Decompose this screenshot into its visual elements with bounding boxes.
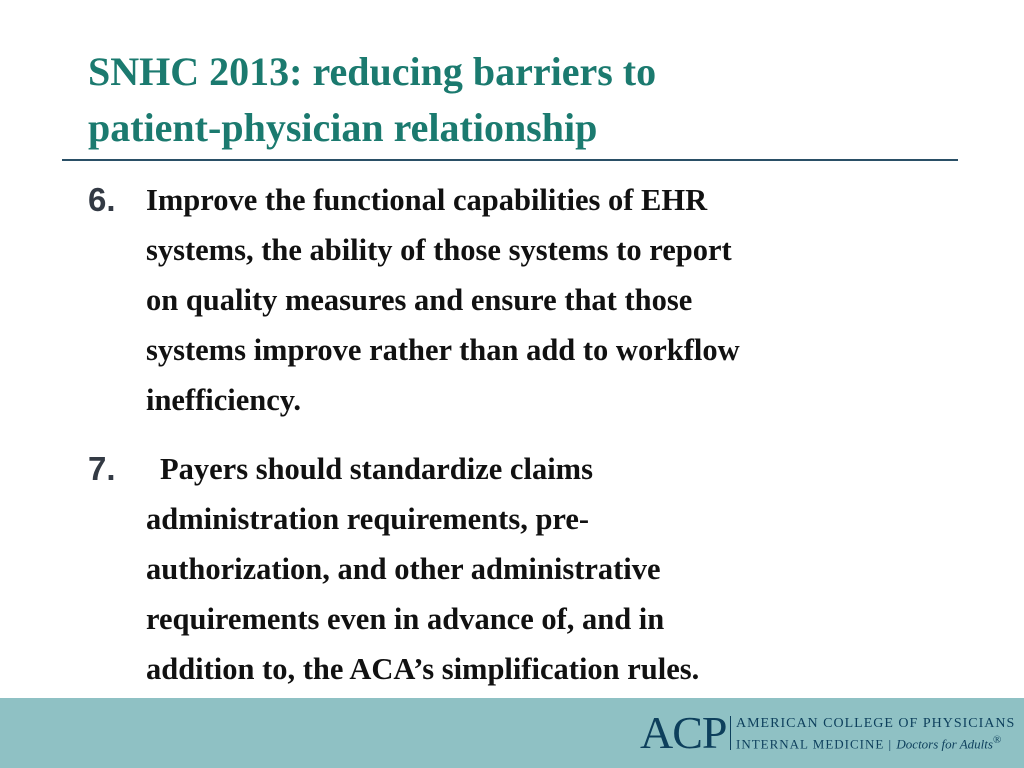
item-text-line: systems improve rather than add to workflow (146, 333, 740, 367)
trademark-symbol: ® (992, 734, 1003, 746)
item-text-line: on quality measures and ensure that those (146, 283, 693, 317)
item-number: 7. (88, 450, 116, 487)
item-text-line: systems, the ability of those systems to report (146, 233, 732, 267)
item-text-line: administration requirements, pre- (146, 502, 590, 536)
footer-bar (0, 698, 1024, 768)
logo-tagline-left: INTERNAL MEDICINE | (736, 736, 893, 752)
logo-acronym: ACP (640, 707, 727, 758)
title-line-2: patient-physician relationship (88, 105, 598, 150)
logo-tagline (736, 734, 1002, 752)
item-text-line: inefficiency. (146, 383, 302, 417)
item-text-line: addition to, the ACA’s simplification rules. (146, 652, 700, 686)
item-text-line: authorization, and other administrative (146, 552, 661, 586)
item-text-line: requirements even in advance of, and in (146, 602, 665, 636)
acp-logo (640, 707, 1016, 758)
logo-divider (730, 716, 731, 750)
slide-title (88, 44, 948, 156)
list-item-7 (88, 444, 928, 694)
logo-organization-name: AMERICAN COLLEGE OF PHYSICIANS (736, 716, 1016, 731)
title-divider (62, 159, 958, 161)
item-text-line: Payers should standardize claims (160, 452, 593, 486)
title-line-1: SNHC 2013: reducing barriers to (88, 49, 657, 94)
logo-tagline-right: Doctors for Adults (896, 736, 993, 752)
item-text-line: Improve the functional capabilities of EHR (146, 183, 708, 217)
list-item-6 (88, 175, 928, 425)
item-number: 6. (88, 181, 116, 218)
